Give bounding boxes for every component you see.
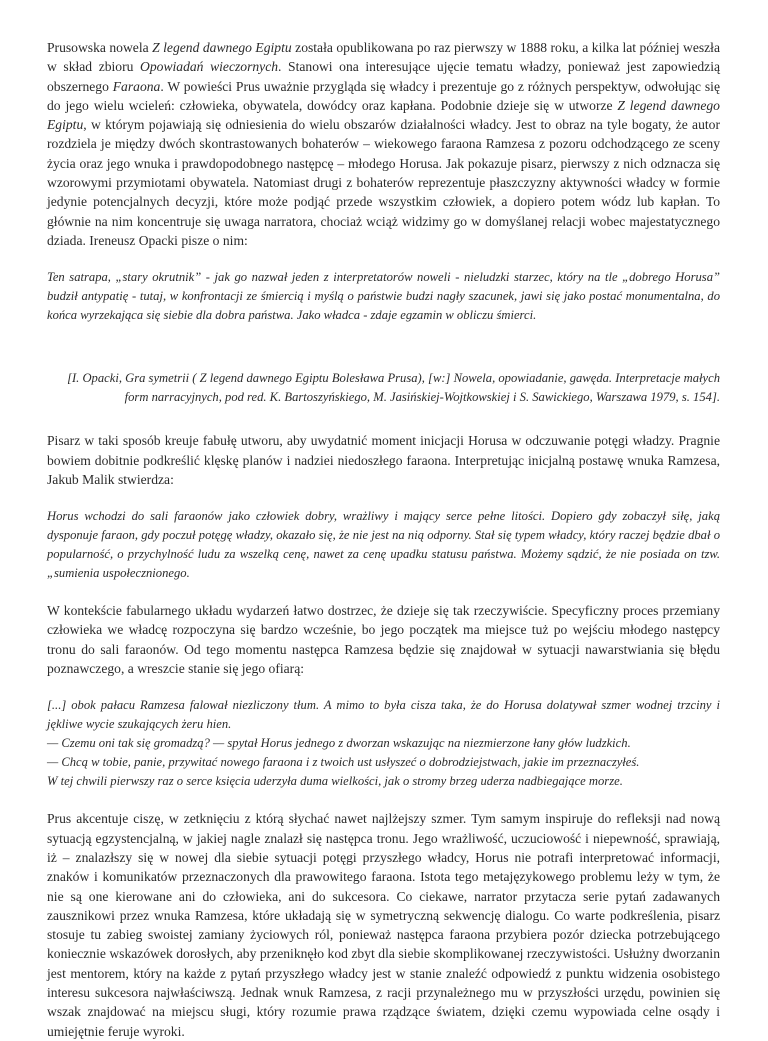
text-run: została opublikowana po raz pierwszy w 1888 roku, a kilka lat później weszła w skład zbioru — [47, 40, 720, 75]
document-page — [47, 38, 720, 1041]
malik-quote: Horus wchodzi do sali faraonów jako człowiek dobry, wrażliwy i mający serce pełne litości. Dopiero gdy zobaczył siłę, jaką dysponuje faraon, gdy poczuł potęgę władzy, okazało się, że nie jest na nią odporny. Stał się typem władcy, który raczej będzie dbał o popularność, o przychylność ludu za wszelką cenę, nawet za cenę upadku statusu państwa. Możemy sądzić, że nie posiada on tzw. „sumienia uspołecznionego. — [47, 509, 720, 581]
fourth-paragraph: Prus akcentuje ciszę, w zetknięciu z którą słychać nawet najlżejszy szmer. Tym samym inspiruje do refleksji nad nową sytuacją egzystencjalną, w jakiej nagle znalazł się następca tronu. Jego wrażliwość, uczuciowość i niepewność, sprawiają, iż – znalazłszy się w nowej dla siebie sytuacji potęgi przyszłego władcy, Horus nie potrafi interpretować informacji, znaków i komunikatów przeznaczonych dla prawowitego faraona. Istota tego metajęzykowego problemu leży w tym, że nie są one kierowane ani do człowieka, ani do sukcesora. Co ciekawe, narrator przytacza serie pytań zadawanych zausznikowi przez wnuka Ramzesa, które układają się w symetryczną sekwencję dialogu. Co warte podkreślenia, pisarz stosuje tu zabieg swoistej zamiany życiowych ról, ponieważ następca faraona przybiera pozór dziecka potrzebującego koniecznie wskazówek dorosłych, aby przeniknęło kod zbyt dla siebie skomplikowanej rzeczywistości. Usłużny dworzanin jest mentorem, który na każde z pytań przyszłego władcy jest w stanie znaleźć odpowiedź z punktu widzenia osobistego interesu sukcesora najwłaściwszą. Jednak wnuk Ramzesa, z racji przynależnego mu w przyszłości urzędu, powinien się wszak znajdować na miejscu sługi, który rozumie prawa rządzące światem, dzięki czemu wypowiada celne osądy i umiejętnie feruje wyroki. — [47, 811, 720, 1039]
intro-paragraph — [47, 38, 720, 250]
title-reference: Opowiadań wieczornych — [140, 59, 279, 75]
title-reference: Faraona — [112, 78, 161, 94]
third-paragraph: W kontekście fabularnego układu wydarzeń łatwo dostrzec, że dzieje się tak rzeczywiście. Specyficzny proces przemiany człowieka we władcę rozpoczyna się bardzo wcześnie, bo jego początek ma miejsce tuż po wejściu młodego następcy tronu do sali faraonów. Od tego momentu następca Ramzesa będzie się znajdował w sytuacji nawarstwiania się błędu poznawczego, a wreszcie stanie się jego ofiarą: — [47, 603, 720, 677]
text-run: . W powieści Prus uważnie przygląda się władcy i prezentuje go z różnych perspektyw, odwołując się do jego wielu wcieleń: człowieka, obywatela, dowódcy oraz kapłana. Podobnie dzieje się w utworze — [47, 78, 720, 113]
excerpt-dialog-line: — Chcą w tobie, panie, przywitać nowego faraona i z twoich ust usłyszeć o dobrodziejstwach, jakie im przeznaczyłeś. — [47, 755, 640, 770]
title-reference: Z legend dawnego Egiptu — [152, 40, 292, 55]
excerpt-dialog-line: — Czemu oni tak się gromadzą? — spytał Horus jednego z dworzan wskazując na niezmierzone łany głów ludzkich. — [47, 736, 631, 751]
excerpt-opening: [...] obok pałacu Ramzesa falował niezliczony tłum. A mimo to była cisza taka, że do Horusa dolatywał szmer wodnej trzciny i jękliwe wycie szukających żeru hien. — [47, 698, 720, 732]
text-run: Prusowska nowela — [47, 40, 153, 55]
title-reference: Z legend dawnego Egiptu — [47, 97, 720, 133]
opacki-citation: [I. Opacki, Gra symetrii ( Z legend dawnego Egiptu Bolesława Prusa), [w:] Nowela, opowiadanie, gawęda. Interpretacje małych form narracyjnych, pod red. K. Bartoszyńskiego, M. Jasińskiej-Wojtkowskiej i S. Sawickiego, Warszawa 1979, s. 154]. — [67, 371, 720, 405]
opacki-quote: Ten satrapa, „stary okrutnik” - jak go nazwał jeden z interpretatorów noweli - nieludzki starzec, który na tle „dobrego Horusa” budził antypatię - tutaj, w konfrontacji ze śmiercią i myślą o państwie budzi nagły szacunek, jawi się jako postać monumentalna, do końca wyrzekająca się siebie dla dobra państwa. Jako władca - zdaje egzamin w obliczu śmierci. — [47, 270, 720, 323]
text-run: , w którym pojawiają się odniesienia do wielu obszarów działalności władcy. Jest to obraz na tyle bogaty, że autor rozdziela je między dwóch skontrastowanych bohaterów – wiekowego faraona Ramzesa z pozoru odchodzącego ze sceny życia oraz jego wnuka i prawdopodobnego następcę – młodego Horusa. Jak pokazuje pisarz, pierwszy z nich odznacza się wzorowymi przymiotami obywatela. Natomiast drugi z bohaterów reprezentuje płaszczyzny aktywności władcy w formie jedynie potencjalnych decyzji, które może podjąć przede wszystkim człowiek, a dopiero potem wódz lub kapłan. To głównie na nim koncentruje się uwaga narratora, chociaż wciąż widzimy go w domyślanej relacji wobec majestatycznego dziada. Ireneusz Opacki pisze o nim: — [47, 117, 720, 248]
text-run: . Stanowi ona interesujące ujęcie tematu władzy, ponieważ jest zapowiedzią obszernego — [47, 59, 720, 94]
excerpt-closing: W tej chwili pierwszy raz o serce księcia uderzyła duma wielkości, jak o stromy brzeg uderza nadbiegające morze. — [47, 774, 623, 789]
second-paragraph: Pisarz w taki sposób kreuje fabułę utworu, aby uwydatnić moment inicjacji Horusa w odczuwanie potęgi władzy. Pragnie bowiem dobitnie podkreślić klęskę planów i nadziei niedoszłego faraona. Interpretując inicjalną postawę wnuka Ramzesa, Jakub Malik stwierdza: — [47, 433, 720, 487]
novel-excerpt — [47, 696, 720, 791]
